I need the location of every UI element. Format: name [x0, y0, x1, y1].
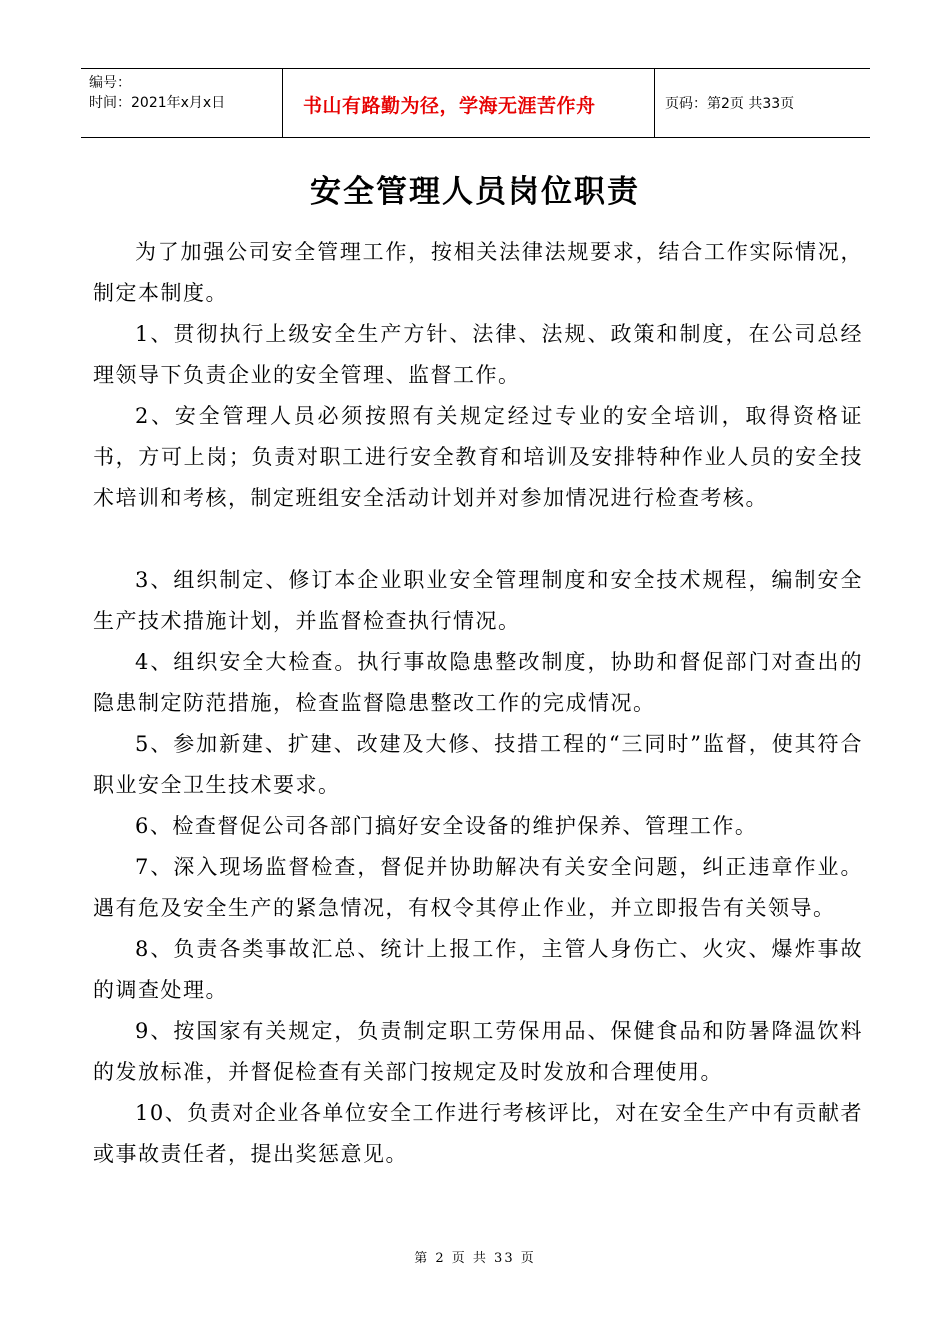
duty-item-1: 1、贯彻执行上级安全生产方针、法律、法规、政策和制度，在公司总经理领导下负责企业的安全管理、监督工作。	[93, 322, 863, 387]
duty-item-3: 3、组织制定、修订本企业职业安全管理制度和安全技术规程，编制安全生产技术措施计划，并监督检查执行情况。	[93, 568, 863, 633]
header-motto-cell	[283, 69, 655, 137]
document-header	[81, 68, 870, 138]
duty-item-10: 10、负责对企业各单位安全工作进行考核评比，对在安全生产中有贡献者或事故责任者，提出奖惩意见。	[93, 1101, 863, 1166]
document-number: 编号：	[89, 75, 131, 91]
header-motto: 书山有路勤为径，学海无涯苦作舟	[303, 95, 596, 117]
intro-paragraph: 为了加强公司安全管理工作，按相关法律法规要求，结合工作实际情况，制定本制度。	[93, 240, 863, 305]
document-title: 安全管理人员岗位职责	[310, 174, 640, 210]
duty-item-6: 6、检查督促公司各部门搞好安全设备的维护保养、管理工作。	[135, 814, 758, 838]
duty-item-7: 7、深入现场监督检查，督促并协助解决有关安全问题，纠正违章作业。遇有危及安全生产的紧急情况，有权令其停止作业，并立即报告有关领导。	[93, 855, 863, 920]
document-date: 时间：2021年x月x日	[89, 95, 226, 111]
duty-item-2: 2、安全管理人员必须按照有关规定经过专业的安全培训，取得资格证书，方可上岗；负责对职工进行安全教育和培训及安排特种作业人员的安全技术培训和考核，制定班组安全活动计划并对参加情况进行检查考核。	[93, 404, 863, 510]
document-body	[93, 232, 863, 1175]
header-info-cell	[81, 69, 283, 137]
header-page-number: 页码：第2页 共33页	[665, 96, 795, 112]
duty-item-4: 4、组织安全大检查。执行事故隐患整改制度，协助和督促部门对查出的隐患制定防范措施，检查监督隐患整改工作的完成情况。	[93, 650, 863, 715]
duty-item-5: 5、参加新建、扩建、改建及大修、技措工程的“三同时”监督，使其符合职业安全卫生技术要求。	[93, 732, 863, 797]
header-page-cell	[655, 69, 870, 137]
duty-item-9: 9、按国家有关规定，负责制定职工劳保用品、保健食品和防暑降温饮料的发放标准，并督促检查有关部门按规定及时发放和合理使用。	[93, 1019, 863, 1084]
page-footer: 第 2 页 共 33 页	[414, 1251, 536, 1266]
duty-item-8: 8、负责各类事故汇总、统计上报工作，主管人身伤亡、火灾、爆炸事故的调查处理。	[93, 937, 863, 1002]
